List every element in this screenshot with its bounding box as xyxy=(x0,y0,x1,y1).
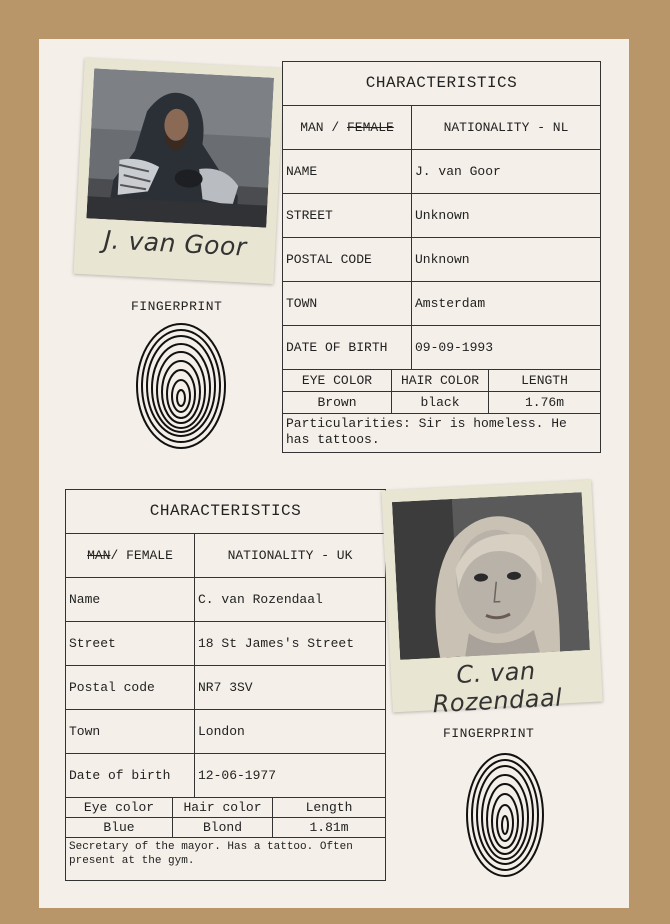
field-row xyxy=(283,238,600,282)
nationality-cell: NATIONALITY - NL xyxy=(443,120,569,135)
photo-person-2 xyxy=(392,492,590,660)
traits-table xyxy=(283,370,600,414)
field-row xyxy=(283,150,600,194)
trait-value: black xyxy=(392,392,489,413)
gender-nationality-row xyxy=(283,106,600,150)
fingerprint-label: FINGERPRINT xyxy=(443,726,535,741)
fingerprint-label: FINGERPRINT xyxy=(131,299,223,314)
trait-value: Blue xyxy=(66,818,173,837)
field-value: Unknown xyxy=(415,252,470,267)
characteristics-card-2 xyxy=(65,489,386,881)
gender-separator: / xyxy=(323,120,347,135)
field-row xyxy=(66,578,385,622)
field-row xyxy=(66,622,385,666)
field-label: TOWN xyxy=(283,282,412,325)
field-value: J. van Goor xyxy=(415,164,501,179)
field-row xyxy=(66,666,385,710)
fingerprint-icon xyxy=(133,320,228,452)
nationality-cell: NATIONALITY - UK xyxy=(227,548,353,563)
polaroid-person-1 xyxy=(73,58,284,284)
field-value: Unknown xyxy=(415,208,470,223)
field-label: Date of birth xyxy=(66,754,195,797)
field-label: Postal code xyxy=(66,666,195,709)
gender-female-struck: FEMALE xyxy=(347,120,394,135)
field-value: NR7 3SV xyxy=(198,680,253,695)
trait-header: Length xyxy=(273,798,385,818)
field-label: Name xyxy=(66,578,195,621)
field-value: 18 St James's Street xyxy=(198,636,355,651)
field-label: POSTAL CODE xyxy=(283,238,412,281)
particularities: Particularities: Sir is homeless. He has tattoos. xyxy=(286,416,567,447)
gender-man: MAN xyxy=(300,120,324,135)
trait-header: EYE COLOR xyxy=(283,370,392,392)
gender-female: FEMALE xyxy=(126,548,173,563)
trait-header: LENGTH xyxy=(489,370,600,392)
photo-person-1 xyxy=(86,68,274,227)
trait-value: 1.76m xyxy=(524,395,564,410)
field-row xyxy=(283,326,600,370)
particularities: Secretary of the mayor. Has a tattoo. Often present at the gym. xyxy=(69,841,353,867)
field-row xyxy=(283,282,600,326)
trait-value: Blond xyxy=(173,818,273,837)
field-label: DATE OF BIRTH xyxy=(283,326,412,369)
gender-man-struck: MAN xyxy=(87,548,111,563)
trait-header: HAIR COLOR xyxy=(392,370,489,392)
traits-table xyxy=(66,798,385,838)
field-label: Street xyxy=(66,622,195,665)
characteristics-card-1 xyxy=(282,61,601,453)
homeless-man-photo xyxy=(86,68,274,227)
trait-header: Eye color xyxy=(66,798,173,818)
field-label: NAME xyxy=(283,150,412,193)
gender-cell xyxy=(66,534,195,577)
field-value: London xyxy=(198,724,245,739)
gender-separator: / xyxy=(110,548,127,563)
polaroid-person-2 xyxy=(381,480,602,719)
field-value: 12-06-1977 xyxy=(198,768,277,783)
fingerprint-icon xyxy=(464,750,546,880)
field-label: STREET xyxy=(283,194,412,237)
photo-caption: C. van Rozendaal xyxy=(431,656,564,719)
gender-cell xyxy=(283,106,412,149)
trait-value: Brown xyxy=(283,392,392,413)
field-label: Town xyxy=(66,710,195,753)
trait-value: 1.81m xyxy=(309,820,349,835)
trait-header: Hair color xyxy=(173,798,273,818)
field-value: C. van Rozendaal xyxy=(198,592,323,607)
field-row xyxy=(66,710,385,754)
woman-portrait-photo xyxy=(392,492,590,660)
card-title: CHARACTERISTICS xyxy=(66,490,385,534)
field-row xyxy=(283,194,600,238)
card-title: CHARACTERISTICS xyxy=(283,62,600,106)
field-value: 09-09-1993 xyxy=(415,340,494,355)
photo-caption: J. van Goor xyxy=(103,225,248,262)
field-row xyxy=(66,754,385,798)
gender-nationality-row xyxy=(66,534,385,578)
field-value: Amsterdam xyxy=(415,296,486,311)
